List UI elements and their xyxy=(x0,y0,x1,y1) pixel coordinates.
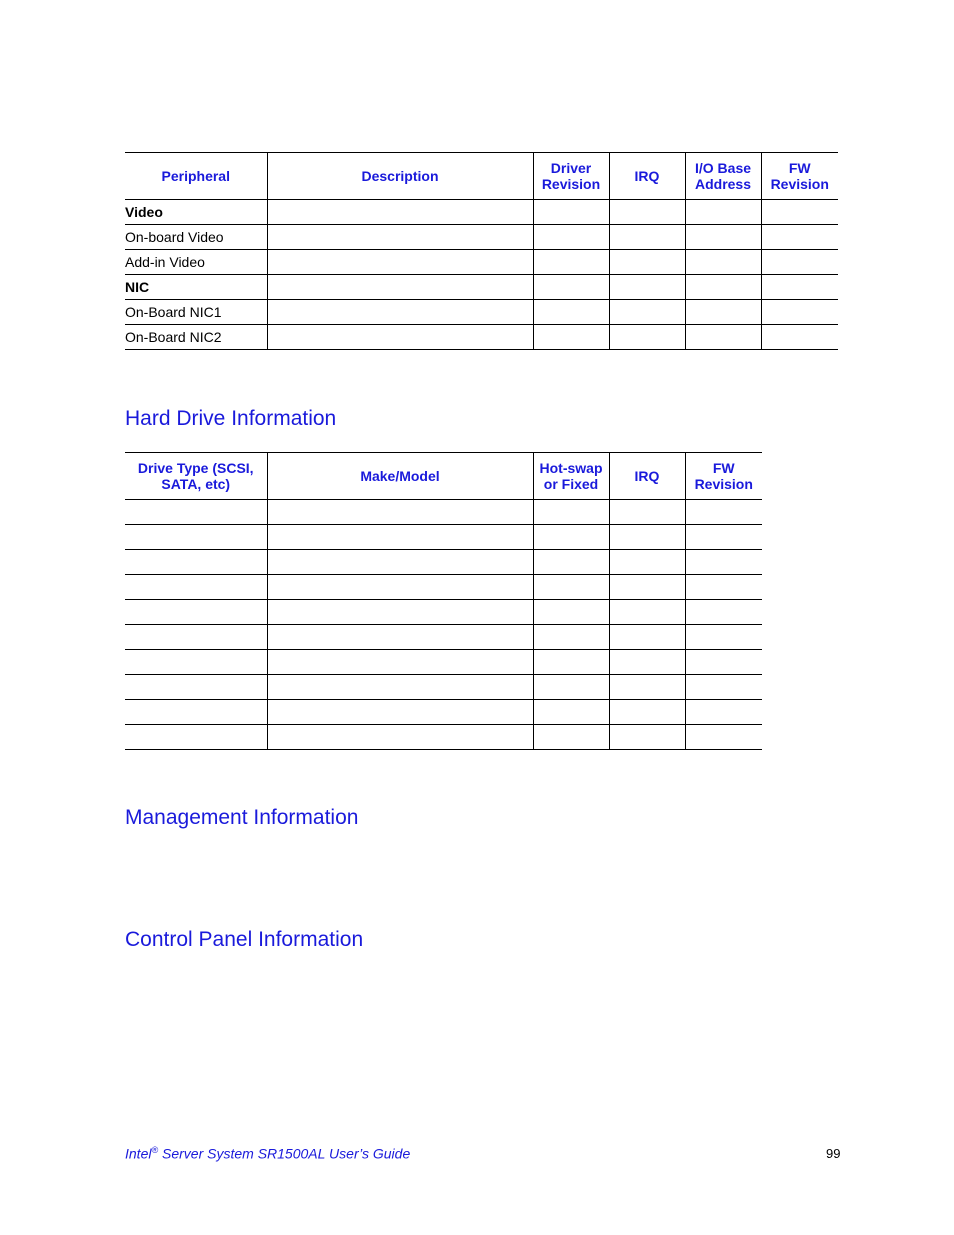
table-row xyxy=(125,575,762,600)
fw-revision-cell[interactable] xyxy=(685,725,762,750)
fw-revision-cell[interactable] xyxy=(761,300,838,325)
hotswap-cell[interactable] xyxy=(533,725,609,750)
irq-cell[interactable] xyxy=(609,275,685,300)
fw-revision-cell[interactable] xyxy=(685,700,762,725)
fw-revision-cell[interactable] xyxy=(685,525,762,550)
table-row xyxy=(125,600,762,625)
fw-revision-cell[interactable] xyxy=(761,225,838,250)
header-hotswap-line1: Hot-swap xyxy=(539,460,603,476)
header-hotswap xyxy=(533,453,609,500)
irq-cell[interactable] xyxy=(609,225,685,250)
table-row xyxy=(125,675,762,700)
footer-brand: Intel xyxy=(125,1145,152,1162)
irq-cell[interactable] xyxy=(609,650,685,675)
header-drive-type xyxy=(125,453,267,500)
hotswap-cell[interactable] xyxy=(533,625,609,650)
make-model-cell[interactable] xyxy=(267,500,533,525)
header-io-base-line2: Address xyxy=(694,176,752,192)
fw-revision-cell[interactable] xyxy=(685,550,762,575)
registered-mark: ® xyxy=(151,1145,159,1155)
drive-type-cell[interactable] xyxy=(125,550,267,575)
header-peripheral: Peripheral xyxy=(125,153,267,200)
io-base-cell[interactable] xyxy=(685,300,761,325)
hard-drive-table xyxy=(125,452,762,750)
hotswap-cell[interactable] xyxy=(533,525,609,550)
irq-cell[interactable] xyxy=(609,500,685,525)
fw-revision-cell[interactable] xyxy=(761,250,838,275)
drive-type-cell[interactable] xyxy=(125,525,267,550)
fw-revision-cell[interactable] xyxy=(685,675,762,700)
header-make-model: Make/Model xyxy=(267,453,533,500)
drive-type-cell[interactable] xyxy=(125,650,267,675)
header-io-base-address xyxy=(685,153,761,200)
footer-document-title xyxy=(125,1145,410,1162)
table-row xyxy=(125,225,838,250)
drive-type-cell[interactable] xyxy=(125,575,267,600)
irq-cell[interactable] xyxy=(609,525,685,550)
page-number: 99 xyxy=(826,1146,841,1161)
make-model-cell[interactable] xyxy=(267,600,533,625)
header-fw-revision xyxy=(761,153,838,200)
header-io-base-line1: I/O Base xyxy=(694,160,752,176)
make-model-cell[interactable] xyxy=(267,650,533,675)
driver-revision-cell[interactable] xyxy=(533,325,609,350)
fw-revision-cell[interactable] xyxy=(685,650,762,675)
header-driver-revision xyxy=(533,153,609,200)
table-row xyxy=(125,525,762,550)
header-fw-revision-line1: FW xyxy=(712,460,735,476)
table-row xyxy=(125,275,838,300)
fw-revision-cell[interactable] xyxy=(685,575,762,600)
table-row xyxy=(125,500,762,525)
hard-drive-table-header xyxy=(125,453,762,500)
driver-revision-cell[interactable] xyxy=(533,200,609,225)
hotswap-cell[interactable] xyxy=(533,575,609,600)
description-cell[interactable] xyxy=(267,300,533,325)
header-fw-revision-line1: FW xyxy=(788,160,811,176)
table-row xyxy=(125,650,762,675)
make-model-cell[interactable] xyxy=(267,675,533,700)
make-model-cell[interactable] xyxy=(267,575,533,600)
hotswap-cell[interactable] xyxy=(533,650,609,675)
make-model-cell[interactable] xyxy=(267,525,533,550)
table-row xyxy=(125,325,838,350)
io-base-cell[interactable] xyxy=(685,325,761,350)
header-fw-revision-line2: Revision xyxy=(694,476,753,492)
io-base-cell[interactable] xyxy=(685,225,761,250)
irq-cell[interactable] xyxy=(609,325,685,350)
control-panel-heading: Control Panel Information xyxy=(125,928,364,951)
row-label: Video xyxy=(125,200,267,225)
drive-type-cell[interactable] xyxy=(125,675,267,700)
row-label: On-Board NIC1 xyxy=(125,300,267,325)
header-driver-revision-line1: Driver xyxy=(550,160,592,176)
header-driver-revision-line2: Revision xyxy=(541,176,601,192)
make-model-cell[interactable] xyxy=(267,550,533,575)
header-drive-type-line2: SATA, etc) xyxy=(161,476,231,492)
drive-type-cell[interactable] xyxy=(125,600,267,625)
header-hotswap-line2: or Fixed xyxy=(543,476,599,492)
table-row xyxy=(125,700,762,725)
header-fw-revision xyxy=(685,453,762,500)
irq-cell[interactable] xyxy=(609,300,685,325)
fw-revision-cell[interactable] xyxy=(761,200,838,225)
hotswap-cell[interactable] xyxy=(533,600,609,625)
description-cell[interactable] xyxy=(267,200,533,225)
description-cell[interactable] xyxy=(267,325,533,350)
irq-cell[interactable] xyxy=(609,250,685,275)
management-heading: Management Information xyxy=(125,806,359,829)
hotswap-cell[interactable] xyxy=(533,500,609,525)
hotswap-cell[interactable] xyxy=(533,700,609,725)
table-row xyxy=(125,625,762,650)
drive-type-cell[interactable] xyxy=(125,700,267,725)
irq-cell[interactable] xyxy=(609,600,685,625)
header-fw-revision-line2: Revision xyxy=(770,176,829,192)
peripheral-table xyxy=(125,152,838,350)
irq-cell[interactable] xyxy=(609,675,685,700)
fw-revision-cell[interactable] xyxy=(761,275,838,300)
fw-revision-cell[interactable] xyxy=(685,625,762,650)
table-row xyxy=(125,250,838,275)
io-base-cell[interactable] xyxy=(685,275,761,300)
description-cell[interactable] xyxy=(267,225,533,250)
io-base-cell[interactable] xyxy=(685,200,761,225)
footer-title-text: Server System SR1500AL User’s Guide xyxy=(158,1145,411,1162)
table-row xyxy=(125,300,838,325)
make-model-cell[interactable] xyxy=(267,700,533,725)
hotswap-cell[interactable] xyxy=(533,675,609,700)
peripheral-table-header xyxy=(125,153,838,200)
driver-revision-cell[interactable] xyxy=(533,225,609,250)
fw-revision-cell[interactable] xyxy=(685,500,762,525)
table-row xyxy=(125,550,762,575)
irq-cell[interactable] xyxy=(609,550,685,575)
table-row xyxy=(125,725,762,750)
make-model-cell[interactable] xyxy=(267,725,533,750)
header-irq: IRQ xyxy=(609,153,685,200)
description-cell[interactable] xyxy=(267,275,533,300)
irq-cell[interactable] xyxy=(609,700,685,725)
driver-revision-cell[interactable] xyxy=(533,250,609,275)
row-label: Add-in Video xyxy=(125,250,267,275)
header-irq: IRQ xyxy=(609,453,685,500)
table-row xyxy=(125,200,838,225)
irq-cell[interactable] xyxy=(609,625,685,650)
driver-revision-cell[interactable] xyxy=(533,300,609,325)
make-model-cell[interactable] xyxy=(267,625,533,650)
irq-cell[interactable] xyxy=(609,575,685,600)
header-drive-type-line1: Drive Type (SCSI, xyxy=(137,460,254,476)
drive-type-cell[interactable] xyxy=(125,500,267,525)
irq-cell[interactable] xyxy=(609,200,685,225)
hotswap-cell[interactable] xyxy=(533,550,609,575)
row-label: On-board Video xyxy=(125,225,267,250)
fw-revision-cell[interactable] xyxy=(761,325,838,350)
irq-cell[interactable] xyxy=(609,725,685,750)
drive-type-cell[interactable] xyxy=(125,725,267,750)
description-cell[interactable] xyxy=(267,250,533,275)
row-label: On-Board NIC2 xyxy=(125,325,267,350)
header-description: Description xyxy=(267,153,533,200)
io-base-cell[interactable] xyxy=(685,250,761,275)
row-label: NIC xyxy=(125,275,267,300)
drive-type-cell[interactable] xyxy=(125,625,267,650)
hard-drive-heading: Hard Drive Information xyxy=(125,407,337,430)
fw-revision-cell[interactable] xyxy=(685,600,762,625)
driver-revision-cell[interactable] xyxy=(533,275,609,300)
